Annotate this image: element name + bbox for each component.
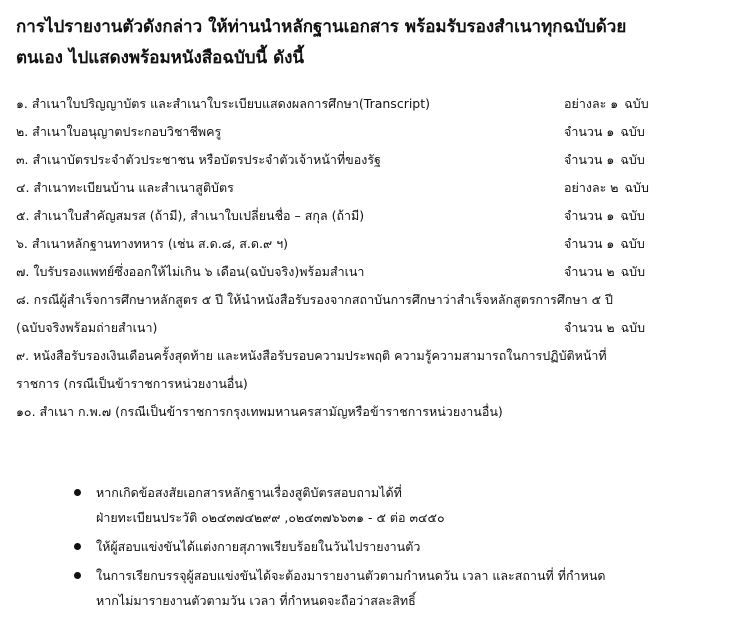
document-text: ๑. สำเนาใบปริญญาบัตร และสำเนาใบระเบียบแสดงผลการศึกษา(Transcript) [16, 96, 431, 111]
bullet-icon [74, 543, 81, 550]
list-item [16, 118, 741, 146]
document-text: ๑๐. สำเนา ก.พ.๗ (กรณีเป็นข้าราชการกรุงเทพมหานครสามัญหรือข้าราชการหน่วยงานอื่น) [16, 404, 503, 419]
list-item [16, 146, 741, 174]
document-quantity [564, 146, 645, 174]
note-line-1: ให้ผู้สอบแข่งขันได้แต่งกายสุภาพเรียบร้อยในวันไปรายงานตัว [96, 539, 421, 554]
document-text-line-1: ๘. กรณีผู้สำเร็จการศึกษาหลักสูตร ๕ ปี ให้นำหนังสือรับรองจากสถาบันการศึกษาว่าสำเร็จหลักสูตรการศึกษา ๕ ปี [16, 292, 613, 307]
document-text: ๗. ใบรับรองแพทย์ซึ่งออกให้ไม่เกิน ๖ เดือน(ฉบับจริง)พร้อมสำเนา [16, 264, 365, 279]
list-item [16, 202, 741, 230]
document-text: ๕. สำเนาใบสำคัญสมรส (ถ้ามี), สำเนาใบเปลี่ยนชื่อ – สกุล (ถ้ามี) [16, 208, 365, 223]
quantity-label: จำนวน ๒ [564, 320, 615, 335]
document-quantity [564, 230, 645, 258]
quantity-unit: ฉบับ [620, 208, 645, 223]
bullet-icon [74, 572, 81, 579]
bullet-icon [74, 489, 81, 496]
document-text-line-2: (ฉบับจริงพร้อมถ่ายสำเนา) [16, 320, 158, 335]
document-text: ๔. สำเนาทะเบียนบ้าน และสำเนาสูติบัตร [16, 180, 234, 195]
quantity-label: อย่างละ ๒ [564, 180, 619, 195]
note-line-2: หากไม่มารายงานตัวตามวัน เวลา ที่กำหนดจะถือว่าสละสิทธิ์ [96, 593, 416, 608]
list-item [16, 230, 741, 258]
quantity-unit: ฉบับ [620, 264, 646, 279]
document-quantity [564, 174, 649, 202]
quantity-unit: ฉบับ [620, 236, 645, 251]
heading-line-2: ตนเอง ไปแสดงพร้อมหนังสือฉบับนี้ ดังนี้ [16, 48, 305, 68]
list-item [16, 90, 741, 118]
document-quantity [564, 118, 645, 146]
quantity-unit: ฉบับ [620, 152, 645, 167]
quantity-unit: ฉบับ [624, 180, 649, 195]
notes-list [72, 480, 744, 617]
note-line-1: หากเกิดข้อสงสัยเอกสารหลักฐานเรื่องสูติบัตรสอบถามได้ที่ [96, 485, 402, 500]
list-item [16, 398, 741, 426]
note-item [72, 534, 744, 559]
required-documents-list [16, 90, 741, 426]
quantity-label: จำนวน ๒ [564, 264, 615, 279]
quantity-unit: ฉบับ [620, 124, 645, 139]
list-item [16, 258, 741, 286]
document-quantity [564, 90, 649, 118]
document-text-line-2-row [16, 314, 741, 342]
quantity-label: อย่างละ ๑ [564, 96, 619, 111]
document-quantity [564, 202, 645, 230]
heading-line-1: การไปรายงานตัวดังกล่าว ให้ท่านนำหลักฐานเอกสาร พร้อมรับรองสำเนาทุกฉบับด้วย [16, 17, 627, 37]
document-quantity [564, 314, 645, 342]
quantity-label: จำนวน ๑ [564, 208, 615, 223]
quantity-unit: ฉบับ [620, 320, 646, 335]
quantity-label: จำนวน ๑ [564, 152, 615, 167]
quantity-label: จำนวน ๑ [564, 236, 615, 251]
list-item [16, 342, 741, 398]
note-item [72, 563, 744, 613]
document-text: ๒. สำเนาใบอนุญาตประกอบวิชาชีพครู [16, 124, 222, 139]
quantity-label: จำนวน ๑ [564, 124, 615, 139]
list-item [16, 286, 741, 342]
document-quantity [564, 258, 645, 286]
document-text-line-1: ๙. หนังสือรับรองเงินเดือนครั้งสุดท้าย และหนังสือรับรอบความประพฤติ ความรู้ความสามารถในการปฏิบัติหน้าที่ [16, 348, 607, 363]
list-item [16, 174, 741, 202]
document-text: ๖. สำเนาหลักฐานทางทหาร (เช่น ส.ด.๘, ส.ด.๙ ฯ) [16, 236, 288, 251]
note-line-1: ในการเรียกบรรจุผู้สอบแข่งขันได้จะต้องมารายงานตัวตามกำหนดวัน เวลา และสถานที่ ที่กำหนด [96, 568, 606, 583]
document-text-line-2: ราชการ (กรณีเป็นข้าราชการหน่วยงานอื่น) [16, 376, 248, 391]
document-heading [16, 12, 741, 74]
document-text: ๓. สำเนาบัตรประจำตัวประชาชน หรือบัตรประจำตัวเจ้าหน้าที่ของรัฐ [16, 152, 381, 167]
quantity-unit: ฉบับ [624, 96, 649, 111]
note-item [72, 480, 744, 530]
note-line-2: ฝ่ายทะเบียนประวัติ ๐๒๔๓๗๔๒๙๙ ,๐๒๔๓๗๖๖๓๑ - ๕ ต่อ ๓๔๕๐ [96, 510, 445, 525]
